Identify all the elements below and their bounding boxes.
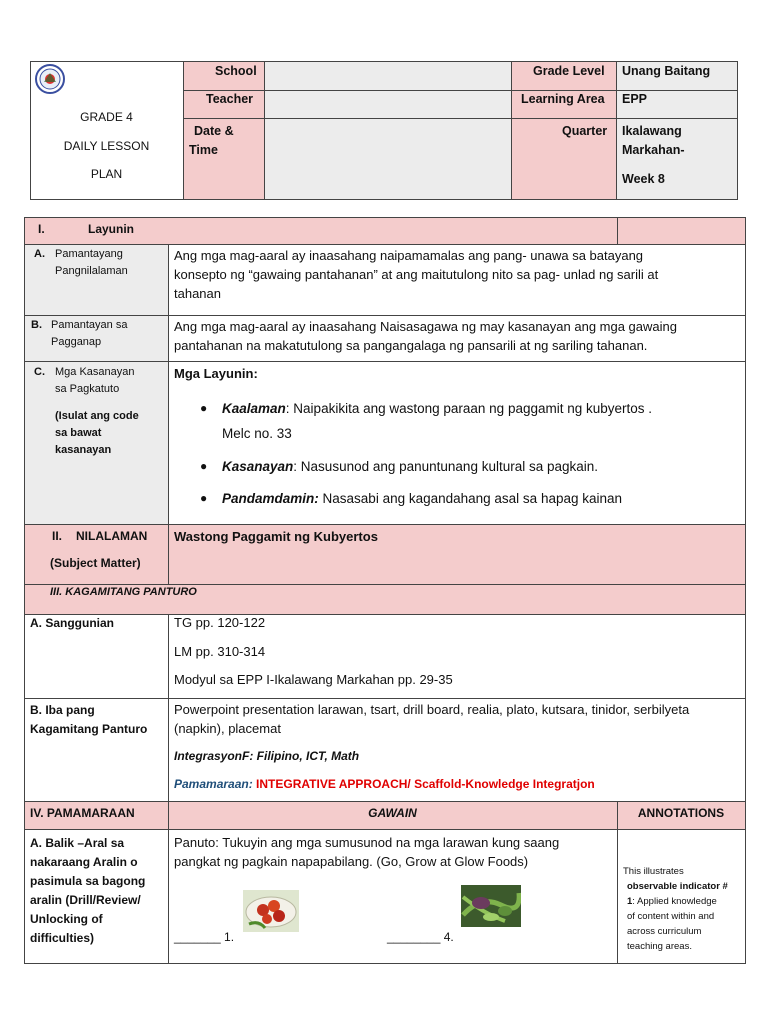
row-b-line-2: pantahanan na makatutulong sa pangangalaga ng pansarili at ng sariling tahanan. [174,338,648,353]
gawain-title: GAWAIN [368,806,417,820]
divider [25,614,745,615]
pamamaraan-line [174,777,595,791]
row-a-line-2: konsepto ng “gawaing pantahanan” at ang maitutulong nito sa pag- unlad ng sarili at [174,267,659,282]
date-label-2: Time [189,143,218,157]
nilalaman-sub: (Subject Matter) [50,556,141,570]
nilalaman-num: II. [52,529,63,543]
panuto [174,833,559,871]
row-b-text [174,317,677,355]
objective-kasanayan-key: Kasanayan [222,459,294,474]
annotation-note [623,864,745,954]
header-value-column [264,62,511,199]
balik-3: pasimula sa bagong [30,874,146,888]
layunin-num: I. [38,222,45,236]
blank-4: ________ 4. [387,930,454,944]
row-c-note-3: kasanayan [55,444,112,456]
objective-kaalaman [174,396,742,446]
divider [168,245,169,525]
row-a-num: A. [34,248,45,260]
objective-kaalaman-melc: Melc no. 33 [222,426,292,441]
row-c-note-2: sa bawat [55,427,102,439]
bullet-icon: ● [200,491,208,505]
divider [264,118,511,119]
food-image-1 [243,890,299,932]
divider [617,802,618,963]
grade-level-value: Unang Baitang [622,64,711,78]
row-c-note-1: (Isulat ang code [55,410,139,422]
iba-text-1: Powerpoint presentation larawan, tsart, drill board, realia, plato, kutsara, tinidor, serbilyeta [174,702,690,717]
divider [25,698,745,699]
integrasyon: IntegrasyonF: Filipino, ICT, Math [174,749,360,763]
ann-3: 1 [627,896,633,907]
objectives-list-2 [174,454,742,479]
row-a-label-1: Pamantayang [55,248,123,260]
nilalaman-value: Wastong Paggamit ng Kubyertos [174,529,378,544]
balik-1: A. Balik –Aral sa [30,836,125,850]
iba-label [30,701,147,739]
panuto-1: Panuto: Tukuyin ang mga sumusunod na mga larawan kung saang [174,835,560,850]
sanggunian-2: LM pp. 310-314 [174,644,266,659]
row-a-label-2: Pangnilalaman [55,265,128,277]
grade-level-label: Grade Level [533,64,605,78]
food-image-2 [461,885,521,927]
quarter-value-3: Week 8 [622,172,665,186]
ann-3-line [623,894,745,909]
iba-text-2: (napkin), placemat [174,721,281,736]
objective-kaalaman-text: : Naipakikita ang wastong paraan ng paggamit ng kubyertos . [285,401,653,416]
balik-aral-label [30,834,145,948]
ann-4: of content within and [627,911,715,922]
balik-5: Unlocking of [30,912,103,926]
row-a-line-3: tahanan [174,286,221,301]
row-a-line-1: Ang mga mag-aaral ay inaasahang naipamamalas ang pang- unawa sa batayang [174,248,644,263]
ann-3b: : Applied knowledge [632,896,717,907]
divider [511,90,616,91]
pamamaraan-label: Pamamaraan: [174,777,253,791]
dlp-line1: DAILY LESSON [63,139,150,153]
divider [616,118,737,119]
divider [183,118,264,119]
row-a-text [174,246,658,303]
learning-area-label: Learning Area [521,92,605,106]
quarter-value-2: Markahan- [622,143,685,157]
divider [511,118,616,119]
annotations-title: ANNOTATIONS [637,806,725,820]
objective-kasanayan-text: : Nasusunod ang panuntunang kultural sa pagkain. [293,459,599,474]
nilalaman-title: NILALAMAN [76,529,148,543]
row-b-num: B. [31,319,42,331]
iba-label-2: Kagamitang Panturo [30,722,148,736]
row-b-label-1: Pamantayan sa [51,319,128,331]
iv-title: IV. PAMAMARAAN [30,806,135,820]
objective-kasanayan [174,454,742,479]
sanggunian-1: TG pp. 120-122 [174,615,266,630]
date-label-1: Date & [194,124,234,138]
divider [183,90,264,91]
ann-6: teaching areas. [627,941,692,952]
row-c-num: C. [34,366,45,378]
school-label: School [215,64,257,78]
row-b-label-2: Pagganap [51,336,102,348]
objective-pandamdamin-key: Pandamdamin: [222,491,319,506]
ann-5: across curriculum [627,926,702,937]
divider [168,615,169,963]
layunin-title: Layunin [88,222,135,236]
divider [617,218,618,244]
dlp-line2: PLAN [90,167,123,181]
panuto-2: pangkat ng pagkain napapabilang. (Go, Grow at Glow Foods) [174,854,529,869]
pamamaraan-value: INTEGRATIVE APPROACH/ Scaffold-Knowledge Integratjon [252,777,595,791]
ann-2: observable indicator # [627,881,728,892]
objective-pandamdamin-text: Nasasabi ang kagandahang asal sa hapag kainan [318,491,623,506]
ann-1: This illustrates [623,866,684,877]
iba-label-1: B. Iba pang [30,703,95,717]
quarter-value-1: Ikalawang [622,124,682,138]
objectives-list [174,396,742,446]
objectives-list-3 [174,486,742,511]
quarter-label: Quarter [562,124,608,138]
bullet-icon: ● [200,401,208,415]
row-c-label-2: sa Pagkatuto [55,383,120,395]
divider [264,90,511,91]
sanggunian-label: A. Sanggunian [30,616,114,630]
row-c-label-1: Mga Kasanayan [55,366,135,378]
learning-area-value: EPP [622,92,648,106]
divider [25,829,745,830]
divider [168,525,169,584]
objectives-heading: Mga Layunin: [174,366,258,381]
deped-seal-logo [34,63,66,95]
blank-1: _______ 1. [174,930,235,944]
row-c-note [55,408,139,459]
objective-kaalaman-key: Kaalaman [222,401,286,416]
divider [616,90,737,91]
iba-text [174,700,744,738]
sanggunian-3: Modyul sa EPP I-Ikalawang Markahan pp. 29-35 [174,672,453,687]
row-b-line-1: Ang mga mag-aaral ay inaasahang Naisasagawa ng may kasanayan ang mga gawaing [174,319,677,334]
balik-2: nakaraang Aralin o [30,855,138,869]
grade-label: GRADE 4 [80,110,133,124]
balik-6: difficulties) [30,931,95,945]
kagamitan-title: III. KAGAMITANG PANTURO [50,586,197,598]
balik-4: aralin (Drill/Review/ [30,893,141,907]
bullet-icon: ● [200,459,208,473]
objective-pandamdamin [174,486,742,511]
teacher-label: Teacher [206,92,254,106]
